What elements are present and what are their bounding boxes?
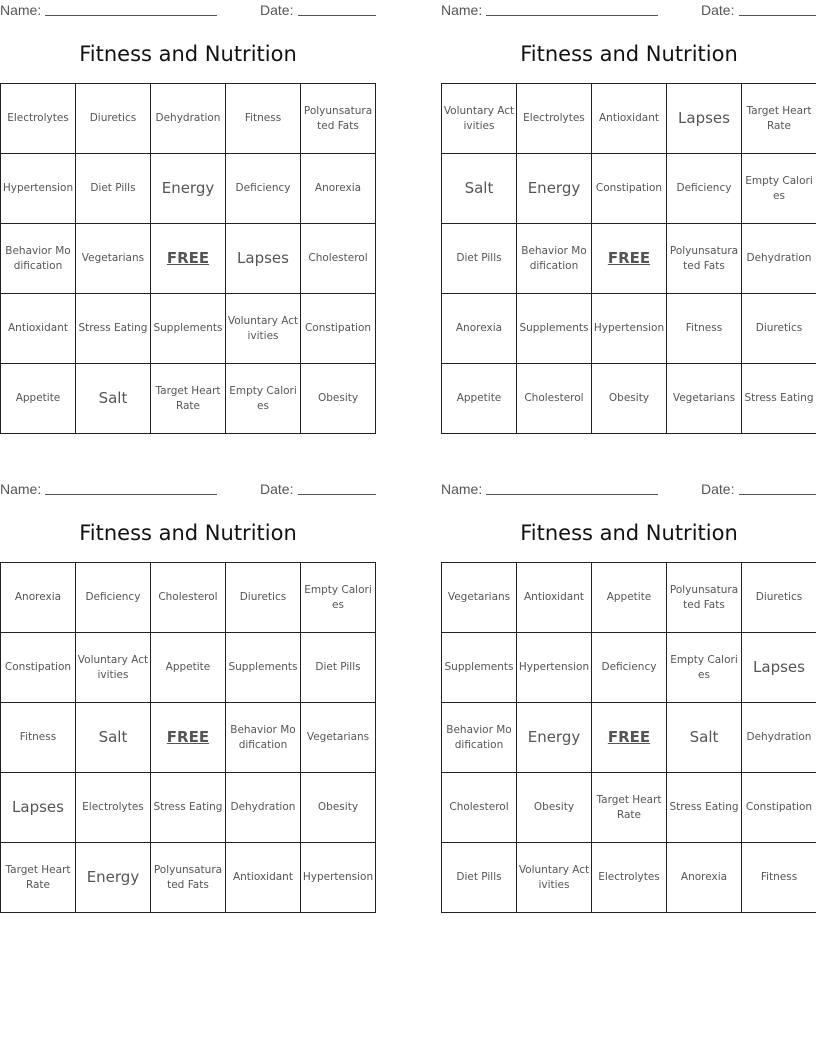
bingo-cell: Behavior Modification <box>442 703 517 773</box>
bingo-cell: Supplements <box>516 294 591 364</box>
bingo-cell: Vegetarians <box>300 703 375 773</box>
bingo-cell: Behavior Modification <box>516 224 591 294</box>
bingo-cell: Voluntary Activities <box>442 84 517 154</box>
date-label: Date: <box>260 2 294 18</box>
date-label: Date: <box>701 2 735 18</box>
bingo-cell: Supplements <box>150 294 225 364</box>
bingo-cell: Dehydration <box>741 224 816 294</box>
bingo-cell: Target Heart Rate <box>741 84 816 154</box>
bingo-cell: Polyunsaturated Fats <box>667 224 742 294</box>
bingo-cell: Obesity <box>591 364 666 434</box>
card-title: Fitness and Nutrition <box>520 521 738 545</box>
bingo-cell: Polyunsaturated Fats <box>150 843 225 913</box>
bingo-cell: Obesity <box>517 773 592 843</box>
bingo-cell: Deficiency <box>591 633 666 703</box>
bingo-cell: Constipation <box>301 294 376 364</box>
bingo-cell: Hypertension <box>517 633 592 703</box>
bingo-row <box>1 563 376 633</box>
bingo-cell: Fitness <box>226 84 301 154</box>
bingo-cell: Appetite <box>150 633 225 703</box>
bingo-row <box>1 224 376 294</box>
date-blank-line[interactable] <box>739 15 816 16</box>
bingo-cell: Empty Calories <box>667 633 742 703</box>
bingo-cell: Dehydration <box>742 703 816 773</box>
bingo-row <box>1 773 376 843</box>
card-title: Fitness and Nutrition <box>79 42 297 66</box>
bingo-cell: Diet Pills <box>300 633 375 703</box>
bingo-cell: Lapses <box>742 633 816 703</box>
bingo-cell: Diet Pills <box>442 224 517 294</box>
bingo-grid <box>0 562 376 913</box>
bingo-cell: Vegetarians <box>667 364 742 434</box>
bingo-cell: Voluntary Activities <box>75 633 150 703</box>
name-blank-line[interactable] <box>45 15 217 16</box>
bingo-cell: Fitness <box>742 843 816 913</box>
bingo-cell: Supplements <box>225 633 300 703</box>
free-space: FREE <box>591 703 666 773</box>
bingo-cell: Anorexia <box>1 563 76 633</box>
bingo-row <box>1 84 376 154</box>
bingo-cell: Empty Calories <box>741 154 816 224</box>
name-label: Name: <box>441 481 483 497</box>
bingo-row <box>442 294 816 364</box>
bingo-cell: Electrolytes <box>591 843 666 913</box>
bingo-cell: Electrolytes <box>516 84 591 154</box>
bingo-cell: Antioxidant <box>591 84 666 154</box>
bingo-cell: Behavior Modification <box>225 703 300 773</box>
bingo-cell: Fitness <box>667 294 742 364</box>
bingo-cell: Empty Calories <box>300 563 375 633</box>
bingo-cell: Electrolytes <box>1 84 76 154</box>
bingo-row <box>442 364 816 434</box>
name-date-row <box>441 481 816 499</box>
date-blank-line[interactable] <box>739 494 816 495</box>
bingo-cell: Target Heart Rate <box>150 364 225 434</box>
bingo-cell: Constipation <box>742 773 816 843</box>
bingo-row <box>442 633 816 703</box>
date-label: Date: <box>260 481 294 497</box>
bingo-cell: Appetite <box>591 563 666 633</box>
bingo-cell: Hypertension <box>300 843 375 913</box>
bingo-cell: Diet Pills <box>75 154 150 224</box>
bingo-cell: Lapses <box>226 224 301 294</box>
bingo-cell: Fitness <box>1 703 76 773</box>
date-blank-line[interactable] <box>298 15 376 16</box>
bingo-grid <box>441 562 816 913</box>
bingo-cell: Appetite <box>442 364 517 434</box>
bingo-cell: Stress Eating <box>75 294 150 364</box>
bingo-cell: Stress Eating <box>150 773 225 843</box>
bingo-cell: Antioxidant <box>225 843 300 913</box>
bingo-cell: Energy <box>516 154 591 224</box>
name-date-row <box>0 2 376 20</box>
bingo-cell: Diuretics <box>742 563 816 633</box>
bingo-row <box>442 843 816 913</box>
name-label: Name: <box>441 2 483 18</box>
bingo-row <box>1 633 376 703</box>
bingo-cell: Supplements <box>442 633 517 703</box>
bingo-cell: Polyunsaturated Fats <box>301 84 376 154</box>
date-blank-line[interactable] <box>298 494 376 495</box>
bingo-row <box>442 703 816 773</box>
bingo-cell: Energy <box>517 703 592 773</box>
bingo-cell: Energy <box>150 154 225 224</box>
bingo-row <box>442 773 816 843</box>
bingo-cell: Voluntary Activities <box>226 294 301 364</box>
bingo-cell: Target Heart Rate <box>591 773 666 843</box>
bingo-cell: Anorexia <box>442 294 517 364</box>
bingo-cell: Deficiency <box>75 563 150 633</box>
bingo-cell: Anorexia <box>667 843 742 913</box>
bingo-row <box>1 364 376 434</box>
bingo-cell: Vegetarians <box>442 563 517 633</box>
bingo-cell: Electrolytes <box>75 773 150 843</box>
free-space: FREE <box>150 224 225 294</box>
bingo-cell: Polyunsaturated Fats <box>667 563 742 633</box>
bingo-cell: Diuretics <box>741 294 816 364</box>
bingo-cell: Dehydration <box>150 84 225 154</box>
bingo-cell: Obesity <box>301 364 376 434</box>
bingo-cell: Constipation <box>591 154 666 224</box>
bingo-cell: Cholesterol <box>301 224 376 294</box>
bingo-cell: Salt <box>75 703 150 773</box>
bingo-cell: Lapses <box>1 773 76 843</box>
bingo-cell: Vegetarians <box>75 224 150 294</box>
bingo-cell: Hypertension <box>591 294 666 364</box>
bingo-cell: Deficiency <box>667 154 742 224</box>
bingo-row <box>1 294 376 364</box>
bingo-row <box>1 703 376 773</box>
bingo-cell: Salt <box>442 154 517 224</box>
bingo-cell: Antioxidant <box>517 563 592 633</box>
bingo-cell: Diuretics <box>75 84 150 154</box>
bingo-cell: Appetite <box>1 364 76 434</box>
card-title: Fitness and Nutrition <box>520 42 738 66</box>
bingo-cell: Empty Calories <box>226 364 301 434</box>
bingo-cell: Voluntary Activities <box>517 843 592 913</box>
date-label: Date: <box>701 481 735 497</box>
bingo-cell: Anorexia <box>301 154 376 224</box>
bingo-row <box>442 563 816 633</box>
bingo-cell: Energy <box>75 843 150 913</box>
bingo-cell: Antioxidant <box>1 294 76 364</box>
bingo-cell: Cholesterol <box>150 563 225 633</box>
bingo-cell: Deficiency <box>226 154 301 224</box>
bingo-cell: Target Heart Rate <box>1 843 76 913</box>
bingo-grid <box>0 83 376 434</box>
card-title: Fitness and Nutrition <box>79 521 297 545</box>
name-label: Name: <box>0 481 42 497</box>
name-blank-line[interactable] <box>486 15 658 16</box>
name-blank-line[interactable] <box>45 494 217 495</box>
bingo-cell: Stress Eating <box>667 773 742 843</box>
bingo-row <box>1 843 376 913</box>
bingo-cell: Cholesterol <box>516 364 591 434</box>
bingo-cell: Salt <box>75 364 150 434</box>
bingo-cell: Diet Pills <box>442 843 517 913</box>
bingo-cell: Stress Eating <box>741 364 816 434</box>
bingo-cell: Hypertension <box>1 154 76 224</box>
name-date-row <box>0 481 376 499</box>
bingo-cell: Cholesterol <box>442 773 517 843</box>
bingo-cell: Behavior Modification <box>1 224 76 294</box>
bingo-row <box>442 154 816 224</box>
bingo-row <box>1 154 376 224</box>
name-date-row <box>441 2 816 20</box>
name-label: Name: <box>0 2 42 18</box>
bingo-cell: Obesity <box>300 773 375 843</box>
bingo-cell: Diuretics <box>225 563 300 633</box>
bingo-row <box>442 224 816 294</box>
bingo-cell: Salt <box>667 703 742 773</box>
free-space: FREE <box>591 224 666 294</box>
bingo-grid <box>441 83 816 434</box>
bingo-cell: Constipation <box>1 633 76 703</box>
bingo-cell: Dehydration <box>225 773 300 843</box>
bingo-row <box>442 84 816 154</box>
bingo-cell: Lapses <box>667 84 742 154</box>
name-blank-line[interactable] <box>486 494 658 495</box>
free-space: FREE <box>150 703 225 773</box>
